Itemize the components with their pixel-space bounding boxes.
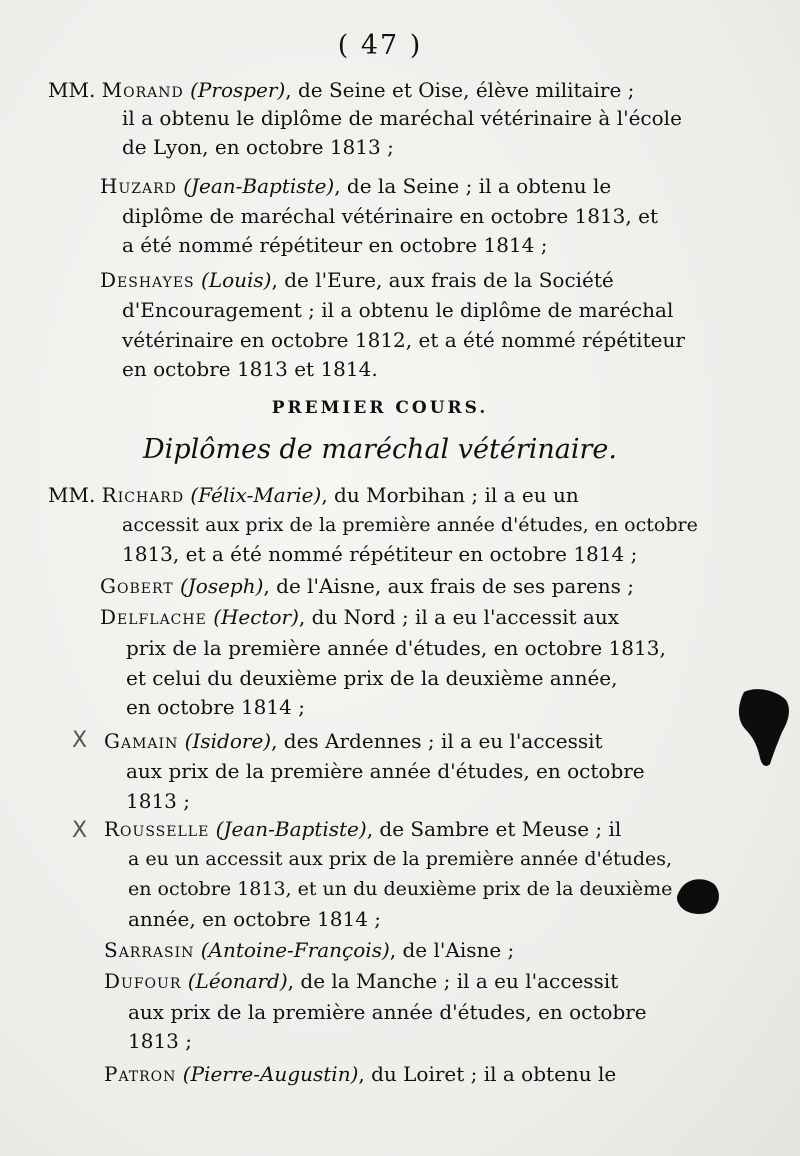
given-name: (Félix-Marie) [190, 483, 322, 507]
text-line [48, 76, 634, 104]
text-line: de Lyon, en octobre 1813 ; [122, 135, 394, 159]
person-name: Deshayes [100, 268, 195, 292]
text-line: année, en octobre 1814 ; [128, 907, 382, 931]
text-line: 1813 ; [126, 789, 190, 813]
line-text: , du Morbihan ; il a eu un [321, 483, 579, 507]
line-text: , de Seine et Oise, élève militaire ; [285, 78, 635, 102]
given-name: (Hector) [213, 605, 299, 629]
person-name: Richard [101, 483, 185, 507]
text-line [104, 1060, 616, 1088]
person-name: Gobert [100, 574, 174, 598]
given-name: (Léonard) [187, 969, 288, 993]
given-name: (Jean-Baptiste) [215, 817, 367, 841]
text-line: a eu un accessit aux prix de la première année d'études, [128, 848, 673, 870]
text-line [104, 936, 514, 964]
person-name: Gamain [104, 729, 179, 753]
line-text: , des Ardennes ; il a eu l'accessit [271, 729, 603, 753]
text-line: prix de la première année d'études, en octobre 1813, [126, 636, 666, 660]
line-text: , de la Manche ; il a eu l'accessit [287, 969, 619, 993]
mm-prefix: MM. [48, 78, 102, 102]
margin-x-mark: X [72, 728, 88, 753]
text-line [100, 172, 611, 200]
text-line: et celui du deuxième prix de la deuxième année, [126, 666, 618, 690]
text-line [100, 603, 619, 631]
line-text: , de l'Aisne ; [389, 938, 515, 962]
text-line: d'Encouragement ; il a obtenu le diplôme de maréchal [122, 298, 674, 322]
text-line [100, 266, 614, 294]
given-name: (Jean-Baptiste) [183, 174, 335, 198]
section-title: Diplômes de maréchal vétérinaire. [143, 434, 617, 465]
text-line: en octobre 1813 et 1814. [122, 357, 378, 381]
line-text: , de Sambre et Meuse ; il [366, 817, 622, 841]
given-name: (Joseph) [179, 574, 264, 598]
person-name: Delflache [100, 605, 207, 629]
text-line [48, 481, 579, 509]
person-name: Huzard [100, 174, 177, 198]
section-heading: PREMIER COURS. [271, 398, 489, 418]
person-name: Rousselle [104, 817, 210, 841]
line-text: , de l'Aisne, aux frais de ses parens ; [263, 574, 634, 598]
given-name: (Isidore) [184, 729, 272, 753]
text-line: accessit aux prix de la première année d'études, en octobre [122, 514, 698, 536]
text-line: 1813 ; [128, 1029, 192, 1053]
line-text: , de l'Eure, aux frais de la Société [271, 268, 614, 292]
given-name: (Louis) [201, 268, 272, 292]
given-name: (Pierre-Augustin) [182, 1062, 359, 1086]
ink-blot-small [674, 876, 722, 916]
text-line: en octobre 1813, et un du deuxième prix de la deuxième [128, 878, 673, 900]
ink-blot-large [736, 686, 792, 768]
text-line: il a obtenu le diplôme de maréchal vétérinaire à l'école [122, 106, 682, 130]
line-text: , du Nord ; il a eu l'accessit aux [298, 605, 619, 629]
text-line [104, 815, 621, 843]
person-name: Morand [101, 78, 184, 102]
text-line [100, 572, 634, 600]
page-number: ( 47 ) [337, 30, 423, 61]
person-name: Sarrasin [104, 938, 195, 962]
line-text: , du Loiret ; il a obtenu le [358, 1062, 617, 1086]
text-line: vétérinaire en octobre 1812, et a été nommé répétiteur [122, 328, 685, 352]
text-line: en octobre 1814 ; [126, 695, 305, 719]
person-name: Dufour [104, 969, 182, 993]
text-line: aux prix de la première année d'études, en octobre [128, 1000, 647, 1024]
text-line: diplôme de maréchal vétérinaire en octobre 1813, et [122, 204, 658, 228]
margin-x-mark: X [72, 818, 88, 843]
text-line: a été nommé répétiteur en octobre 1814 ; [122, 233, 548, 257]
mm-prefix: MM. [48, 483, 102, 507]
person-name: Patron [104, 1062, 177, 1086]
line-text: , de la Seine ; il a obtenu le [334, 174, 612, 198]
text-line [104, 967, 618, 995]
text-line: 1813, et a été nommé répétiteur en octobre 1814 ; [122, 542, 638, 566]
text-line: aux prix de la première année d'études, en octobre [126, 759, 645, 783]
given-name: (Prosper) [190, 78, 286, 102]
text-line [104, 727, 603, 755]
given-name: (Antoine-François) [200, 938, 390, 962]
